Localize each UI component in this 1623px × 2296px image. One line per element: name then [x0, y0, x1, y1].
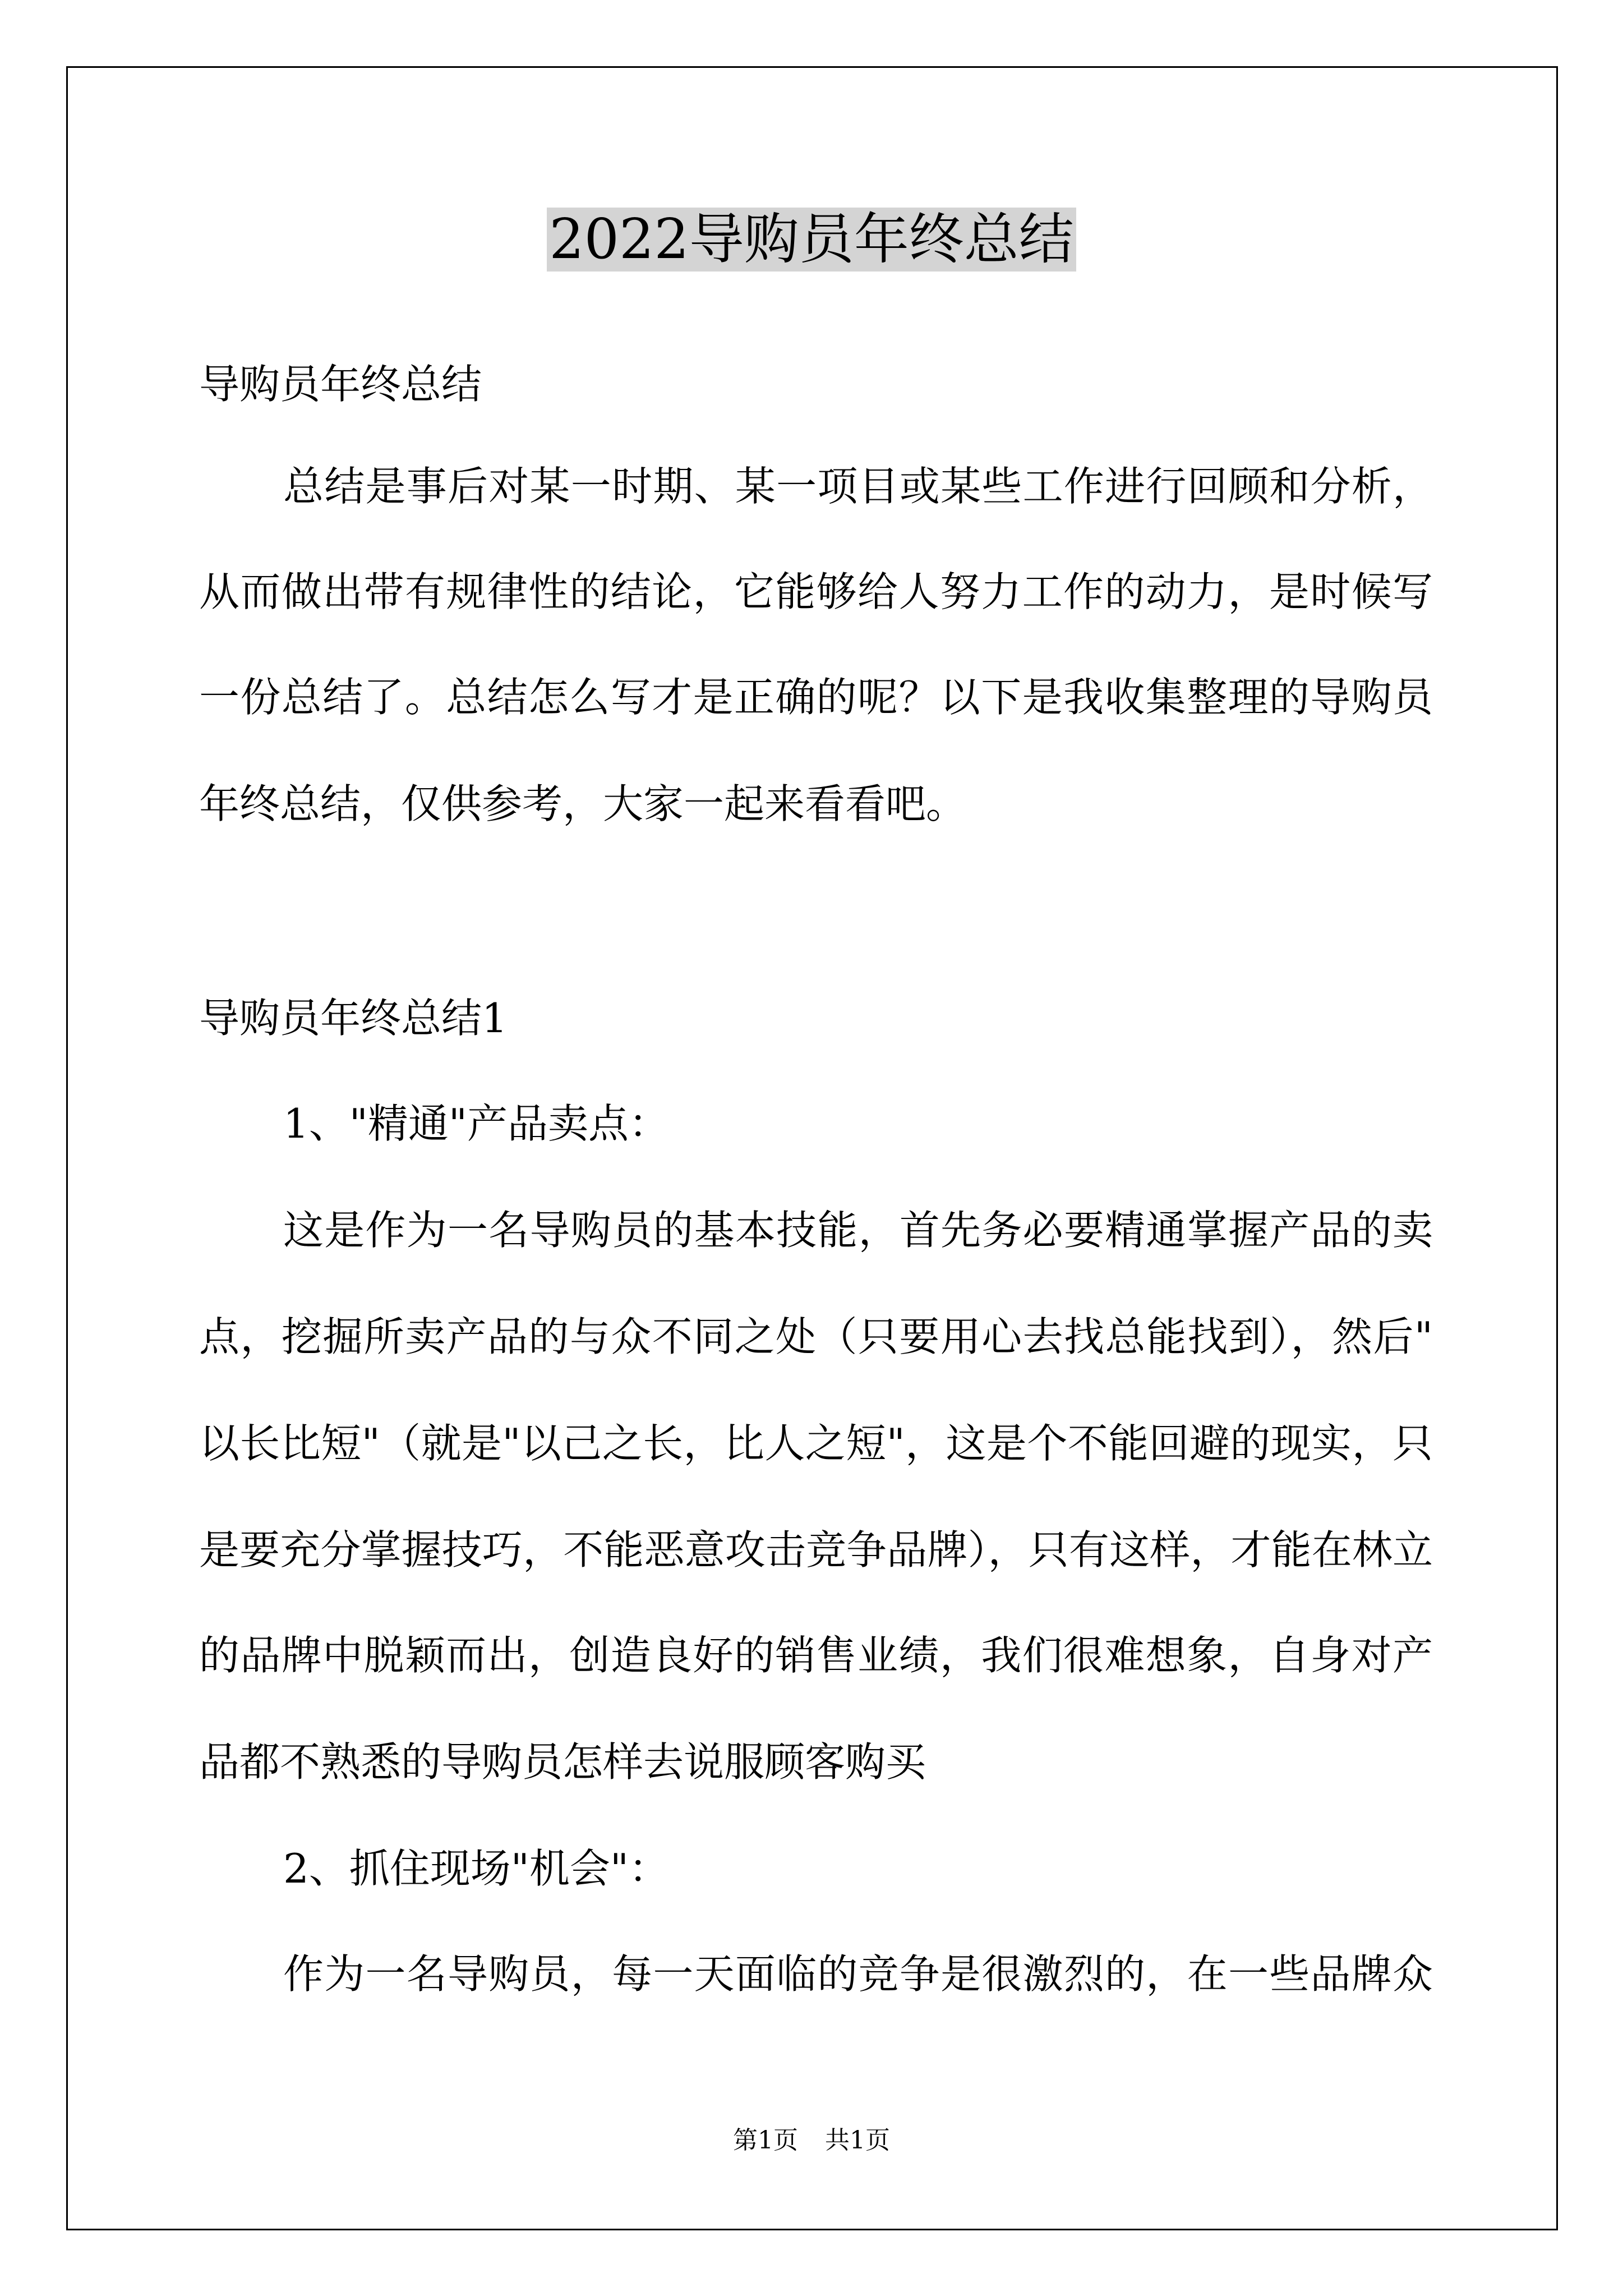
paragraph-line: 品都不熟悉的导购员怎样去说服顾客购买: [199, 1738, 926, 1786]
paragraph-line: 点，挖掘所卖产品的与众不同之处（只要用心去找总能找到），然后": [199, 1313, 1433, 1360]
paragraph-line: 作为一名导购员，每一天面临的竞争是很激烈的，在一些品牌众: [283, 1950, 1433, 1998]
page-number: 第1页: [733, 2126, 798, 2155]
paragraph-line: 的品牌中脱颖而出，创造良好的销售业绩，我们很难想象，自身对产: [199, 1632, 1433, 1679]
document-title: 2022导购员年终总结: [0, 203, 1623, 276]
paragraph-line: 以长比短"（就是"以己之长，比人之短"，这是个不能回避的现实，只: [199, 1420, 1433, 1467]
page-footer: [0, 2124, 1623, 2157]
subheading: 2、抓住现场"机会"：: [283, 1845, 670, 1892]
section-heading: 导购员年终总结1: [199, 995, 508, 1042]
subheading: 1、"精通"产品卖点：: [283, 1100, 670, 1147]
paragraph-line: 这是作为一名导购员的基本技能，首先务必要精通掌握产品的卖: [283, 1207, 1433, 1254]
paragraph-line: 是要充分掌握技巧，不能恶意攻击竞争品牌），只有这样，才能在林立: [199, 1526, 1433, 1573]
page-total: 共1页: [825, 2126, 890, 2155]
section-heading: 导购员年终总结: [199, 361, 482, 408]
paragraph-line: 从而做出带有规律性的结论，它能够给人努力工作的动力，是时候写: [199, 568, 1433, 615]
paragraph-line: 年终总结，仅供参考，大家一起来看看吧。: [199, 780, 967, 827]
paragraph-line: 总结是事后对某一时期、某一项目或某些工作进行回顾和分析，: [283, 463, 1433, 510]
paragraph-line: 一份总结了。总结怎么写才是正确的呢？以下是我收集整理的导购员: [199, 674, 1433, 721]
